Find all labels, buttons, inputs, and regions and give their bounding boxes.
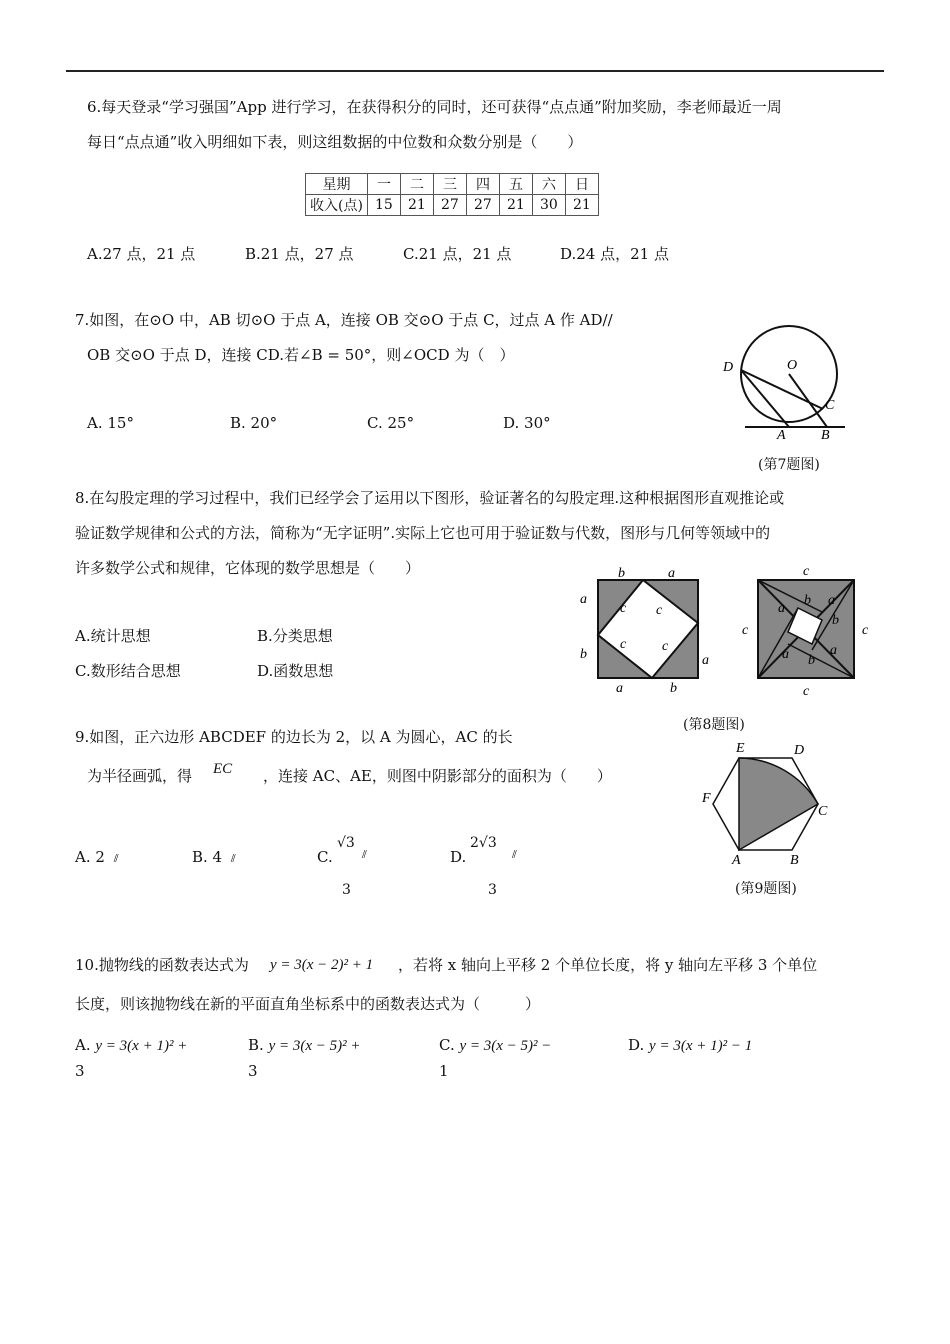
q8-option-b: B.分类思想 (257, 627, 333, 645)
table-cell: 30 (532, 195, 565, 216)
q9-option-c-numerator: √3 (337, 835, 355, 851)
q9-option-a (75, 848, 119, 866)
q8-option-d: D.函数思想 (257, 662, 334, 680)
option-letter: B. (248, 1036, 264, 1054)
q6-option-a: A.27 点，21 点 (87, 245, 196, 263)
q7-text-line2: OB 交⊙O 于点 D，连接 CD.若∠B = 50°，则∠OCD 为（ ） (87, 346, 515, 364)
option-letter: D. (628, 1036, 645, 1054)
table-cell: 二 (400, 174, 433, 195)
q7-circle-figure (715, 315, 855, 443)
q10-option-a (75, 1036, 187, 1055)
table-header-row (306, 174, 599, 195)
q9-option-c-denominator: 3 (342, 882, 351, 898)
label-a: A (777, 428, 786, 443)
q8-option-a: A.统计思想 (75, 627, 151, 645)
q9-option-c-letter: C. (317, 848, 333, 866)
option-letter: C. (439, 1036, 455, 1054)
label-c: c (742, 623, 749, 638)
option-letter: B. 4 (192, 848, 223, 866)
q10-expression: y = 3(x − 2)² + 1 (270, 957, 374, 973)
label-a: A (732, 853, 741, 868)
q6-option-c: C.21 点，21 点 (403, 245, 512, 263)
q9-figure-caption: (第9题图) (735, 881, 797, 897)
label-a: a (828, 593, 835, 608)
label-b: b (580, 647, 587, 662)
header-rule (66, 70, 884, 72)
option-expression: y = 3(x − 5)² − (459, 1038, 552, 1054)
q9-text-line2a: 为半径画弧，得 (87, 767, 193, 785)
q9-option-d-denominator: 3 (488, 882, 497, 898)
q9-arc-ec: EC (213, 761, 233, 777)
label-d: D (723, 360, 734, 375)
label-c: c (662, 639, 669, 654)
pi-glyph: ⫽ (230, 852, 236, 865)
label-c: c (803, 684, 810, 699)
q8-figure-caption: (第8题图) (683, 717, 745, 733)
q10-option-b (248, 1036, 361, 1055)
label-a: a (580, 592, 587, 607)
q8-option-c: C.数形结合思想 (75, 662, 181, 680)
label-c: C (825, 398, 835, 413)
q6-text-line1: 6.每天登录“学习强国”App 进行学习，在获得积分的同时，还可获得“点点通”附加奖励，李老师最近一周 (87, 98, 782, 116)
table-cell: 一 (367, 174, 400, 195)
table-cell: 27 (433, 195, 466, 216)
table-cell: 21 (400, 195, 433, 216)
q10-text-line2: 长度，则该抛物线在新的平面直角坐标系中的函数表达式为（ ） (75, 995, 541, 1013)
table-cell: 星期 (306, 174, 368, 195)
table-cell: 三 (433, 174, 466, 195)
q7-option-c: C. 25° (367, 414, 415, 432)
q6-option-d: D.24 点，21 点 (560, 245, 669, 263)
q7-option-b: B. 20° (230, 414, 278, 432)
label-c: C (818, 804, 828, 819)
label-b: B (821, 428, 830, 443)
q10-text-line1a: 10.抛物线的函数表达式为 (75, 956, 249, 974)
q8-text-line1: 8.在勾股定理的学习过程中，我们已经学会了运用以下图形，验证著名的勾股定理.这种根据图形直观推论或 (75, 489, 785, 507)
q6-text-line2: 每日“点点通”收入明细如下表，则这组数据的中位数和众数分别是（ ） (87, 133, 583, 151)
label-c: c (656, 603, 663, 618)
table-cell: 27 (466, 195, 499, 216)
q9-option-d-numerator: 2√3 (470, 835, 497, 851)
label-c: c (803, 564, 810, 579)
table-cell: 21 (565, 195, 598, 216)
q9-option-b (192, 848, 236, 866)
q9-option-d-pi-glyph: ⫽ (512, 848, 517, 861)
label-a: a (778, 601, 785, 616)
pi-glyph: ⫽ (113, 852, 119, 865)
label-b: b (670, 681, 677, 696)
option-letter: A. 2 (75, 848, 105, 866)
label-c: c (620, 637, 627, 652)
label-a: a (830, 643, 837, 658)
label-a: a (616, 681, 623, 696)
label-b: b (832, 613, 839, 628)
q10-option-c (439, 1036, 551, 1055)
label-a: a (668, 566, 675, 581)
label-b: b (618, 566, 625, 581)
table-cell: 15 (367, 195, 400, 216)
q9-hexagon-figure (700, 740, 840, 870)
q8-text-line3: 许多数学公式和规律，它体现的数学思想是（ ） (75, 559, 421, 577)
q9-option-d-letter: D. (450, 848, 467, 866)
table-cell: 收入(点) (306, 195, 368, 216)
q9-text-line1: 9.如图，正六边形 ABCDEF 的边长为 2，以 A 为圆心，AC 的长 (75, 728, 513, 746)
label-o: O (787, 358, 798, 373)
q7-text-line1: 7.如图，在⊙O 中，AB 切⊙O 于点 A，连接 OB 交⊙O 于点 C，过点 A 作 AD// (75, 311, 613, 329)
option-expression: y = 3(x + 1)² − 1 (649, 1038, 753, 1054)
q7-figure-caption: (第7题图) (758, 457, 820, 473)
q8-pythagoras-figures (576, 560, 886, 700)
q6-income-table (305, 173, 599, 216)
q8-text-line2: 验证数学规律和公式的方法，简称为“无字证明”.实际上它也可用于验证数与代数，图形与几何等领域中的 (75, 524, 771, 542)
q10-option-b-tail: 3 (248, 1062, 258, 1080)
label-a: a (782, 647, 789, 662)
table-cell: 五 (499, 174, 532, 195)
shaded-sector (739, 758, 818, 850)
q6-option-b: B.21 点，27 点 (245, 245, 354, 263)
table-cell: 21 (499, 195, 532, 216)
q10-option-d (628, 1036, 752, 1055)
table-cell: 四 (466, 174, 499, 195)
q10-option-a-tail: 3 (75, 1062, 85, 1080)
label-a: a (702, 653, 709, 668)
q7-option-a: A. 15° (87, 414, 134, 432)
option-letter: A. (75, 1036, 91, 1054)
label-b: B (790, 853, 799, 868)
q10-option-c-tail: 1 (439, 1062, 449, 1080)
label-d: D (794, 743, 805, 758)
q7-option-d: D. 30° (503, 414, 551, 432)
label-c: c (620, 601, 627, 616)
label-b: b (808, 653, 815, 668)
q9-text-line2b: ，连接 AC、AE，则图中阴影部分的面积为（ ） (263, 767, 612, 785)
label-f: F (702, 791, 711, 806)
option-expression: y = 3(x − 5)² + (268, 1038, 361, 1054)
label-c: c (862, 623, 869, 638)
label-b: b (804, 593, 811, 608)
table-cell: 六 (532, 174, 565, 195)
q10-text-line1b: ，若将 x 轴向上平移 2 个单位长度，将 y 轴向左平移 3 个单位 (398, 956, 818, 974)
q9-option-c-pi-glyph: ⫽ (362, 848, 367, 861)
option-expression: y = 3(x + 1)² + (95, 1038, 188, 1054)
table-row (306, 195, 599, 216)
label-e: E (736, 741, 745, 756)
table-cell: 日 (565, 174, 598, 195)
